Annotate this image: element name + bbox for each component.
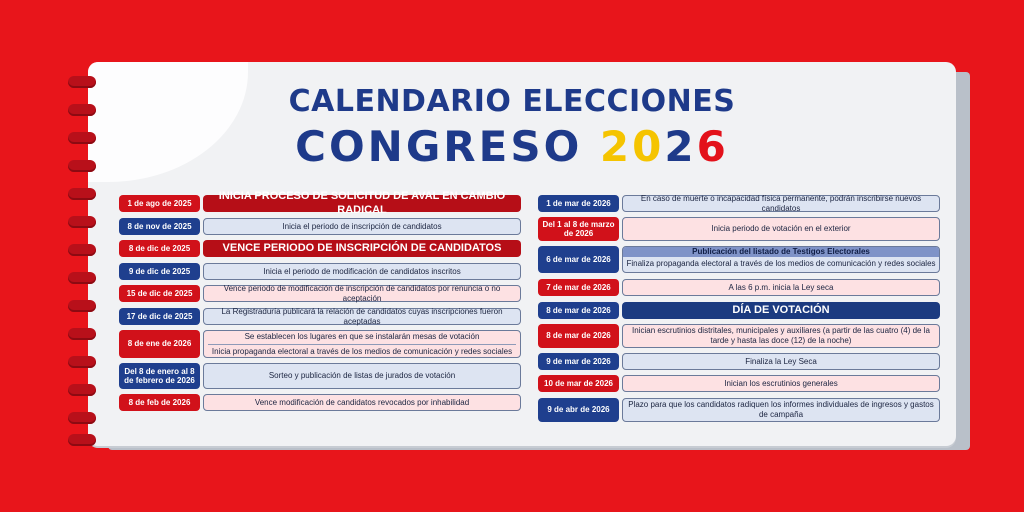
event-text: Inicia propaganda electoral a través de los medios de comunicación y redes sociales [211,346,513,356]
event-box: VENCE PERIODO DE INSCRIPCIÓN DE CANDIDATOS [203,240,521,257]
date-badge: Del 8 de enero al 8 de febrero de 2026 [119,363,200,389]
spiral-ring-icon [68,356,96,368]
page-title-line2 [0,122,1024,171]
event-box: Inicia el periodo de inscripción de candidatos [203,218,521,235]
date-badge: 8 de mar de 2026 [538,302,619,319]
date-badge: 8 de mar de 2026 [538,324,619,348]
spiral-ring-icon [68,328,96,340]
event-box: Inicia periodo de votación en el exterior [622,217,940,241]
date-badge: 1 de ago de 2025 [119,195,200,212]
date-badge: 7 de mar de 2026 [538,279,619,296]
date-badge: 6 de mar de 2026 [538,246,619,273]
spiral-ring-icon [68,384,96,396]
date-badge: 15 de dic de 2025 [119,285,200,302]
event-box: Inician escrutinios distritales, municipales y auxiliares (a partir de las cuatro (4) de la tarde y hasta las doce (12) de la noche) [622,324,940,348]
event-box: Inicia el periodo de modificación de candidatos inscritos [203,263,521,280]
event-box: Finaliza la Ley Seca [622,353,940,370]
event-box: DÍA DE VOTACIÓN [622,302,940,319]
spiral-ring-icon [68,412,96,424]
spiral-ring-icon [68,244,96,256]
event-box: En caso de muerte o incapacidad física permanente, podrán inscribirse nuevos candidatos [622,195,940,212]
date-badge: 9 de mar de 2026 [538,353,619,370]
event-box [203,330,521,358]
event-header: Publicación del listado de Testigos Electorales [623,247,939,257]
event-box: Sorteo y publicación de listas de jurados de votación [203,363,521,389]
date-badge: 8 de ene de 2026 [119,330,200,358]
event-box: Vence modificación de candidatos revocados por inhabilidad [203,394,521,411]
event-box: Plazo para que los candidatos radiquen los informes individuales de ingresos y gastos de campaña [622,398,940,422]
date-badge: 9 de dic de 2025 [119,263,200,280]
date-badge: 17 de dic de 2025 [119,308,200,325]
divider [208,344,516,345]
page-title-line1: CALENDARIO ELECCIONES [288,84,736,119]
date-badge: 1 de mar de 2026 [538,195,619,212]
date-badge: 8 de dic de 2025 [119,240,200,257]
spiral-ring-icon [68,434,96,446]
date-badge: 8 de nov de 2025 [119,218,200,235]
event-text: Se establecen los lugares en que se instalarán mesas de votación [244,331,480,341]
date-badge: 10 de mar de 2026 [538,375,619,392]
event-box [622,246,940,273]
spiral-ring-icon [68,188,96,200]
spiral-ring-icon [68,272,96,284]
event-box: La Registraduría publicará la relación de candidatos cuyas inscripciones fueron aceptadas [203,308,521,325]
title-year: 2026 [599,122,729,171]
event-box: INICIA PROCESO DE SOLICITUD DE AVAL EN CAMBIO RADICAL [203,195,521,212]
event-box: Vence periodo de modificación de inscripción de candidatos por renuncia o no aceptación [203,285,521,302]
date-badge: 9 de abr de 2026 [538,398,619,422]
event-box: A las 6 p.m. inicia la Ley seca [622,279,940,296]
spiral-ring-icon [68,216,96,228]
spiral-ring-icon [68,300,96,312]
event-text: Finaliza propaganda electoral a través de los medios de comunicación y redes sociales [626,258,936,268]
date-badge: Del 1 al 8 de marzo de 2026 [538,217,619,241]
event-box: Inician los escrutinios generales [622,375,940,392]
date-badge: 8 de feb de 2026 [119,394,200,411]
title-word: CONGRESO [295,122,583,171]
